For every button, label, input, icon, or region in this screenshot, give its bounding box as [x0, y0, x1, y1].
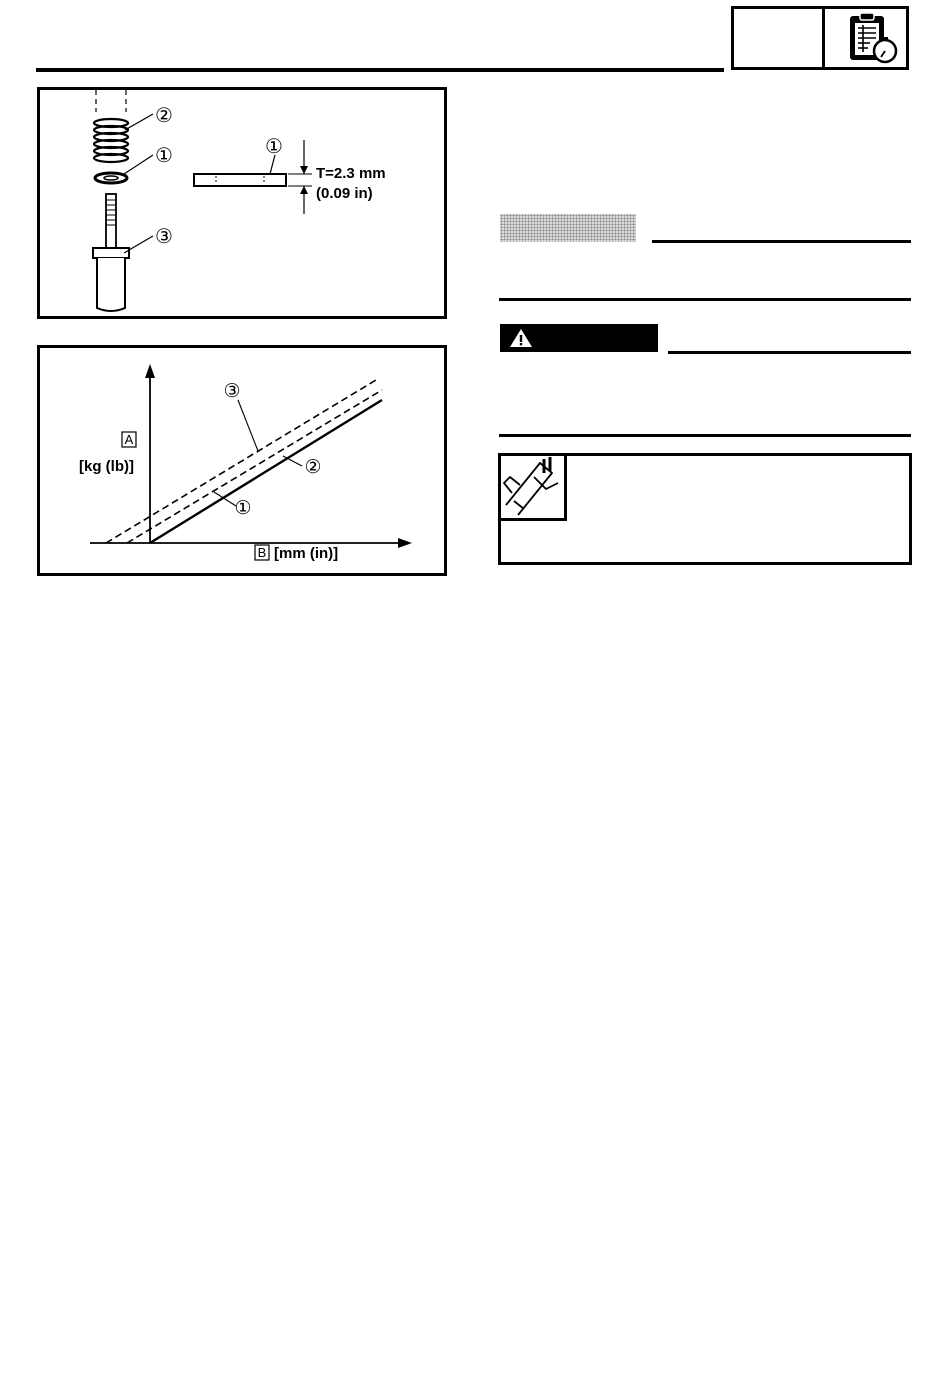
clipboard-stopwatch-icon — [846, 12, 900, 66]
spring-rate-chart — [40, 348, 444, 573]
series-line-2 — [124, 390, 382, 543]
x-axis-arrow — [398, 538, 412, 548]
note-badge — [500, 214, 636, 242]
shim-body — [194, 174, 286, 186]
callout-1: ① — [155, 145, 173, 167]
warning-triangle-icon — [508, 327, 534, 349]
x-axis-letter: B — [257, 545, 267, 560]
series-callout-1: ① — [234, 498, 252, 519]
warning-header-rule — [668, 351, 911, 354]
y-axis-unit: [kg (lb)] — [79, 458, 134, 475]
section-tab-text — [734, 10, 820, 66]
series-callout-2: ② — [304, 457, 322, 478]
spring-coils — [94, 119, 128, 162]
warning-end-rule — [499, 434, 911, 437]
callout-2: ② — [155, 105, 173, 127]
header-rule — [36, 68, 724, 72]
y-axis-letter: A — [124, 432, 134, 447]
note-header-rule — [652, 240, 911, 243]
series-callout-3: ③ — [223, 381, 241, 402]
section-tab-divider — [822, 6, 825, 70]
series-line-1 — [150, 400, 382, 543]
callout-3: ③ — [155, 226, 173, 248]
figure-spring-shim-drawing — [40, 90, 444, 316]
y-axis-arrow — [145, 364, 155, 378]
x-axis-unit: [mm (in)] — [274, 545, 339, 562]
shim-thickness-imperial: (0.09 in) — [316, 185, 373, 202]
caliper-icon — [500, 455, 564, 518]
note-end-rule — [499, 298, 911, 301]
shim-callout: ① — [265, 136, 283, 158]
shim-thickness: T=2.3 mm — [316, 165, 386, 182]
